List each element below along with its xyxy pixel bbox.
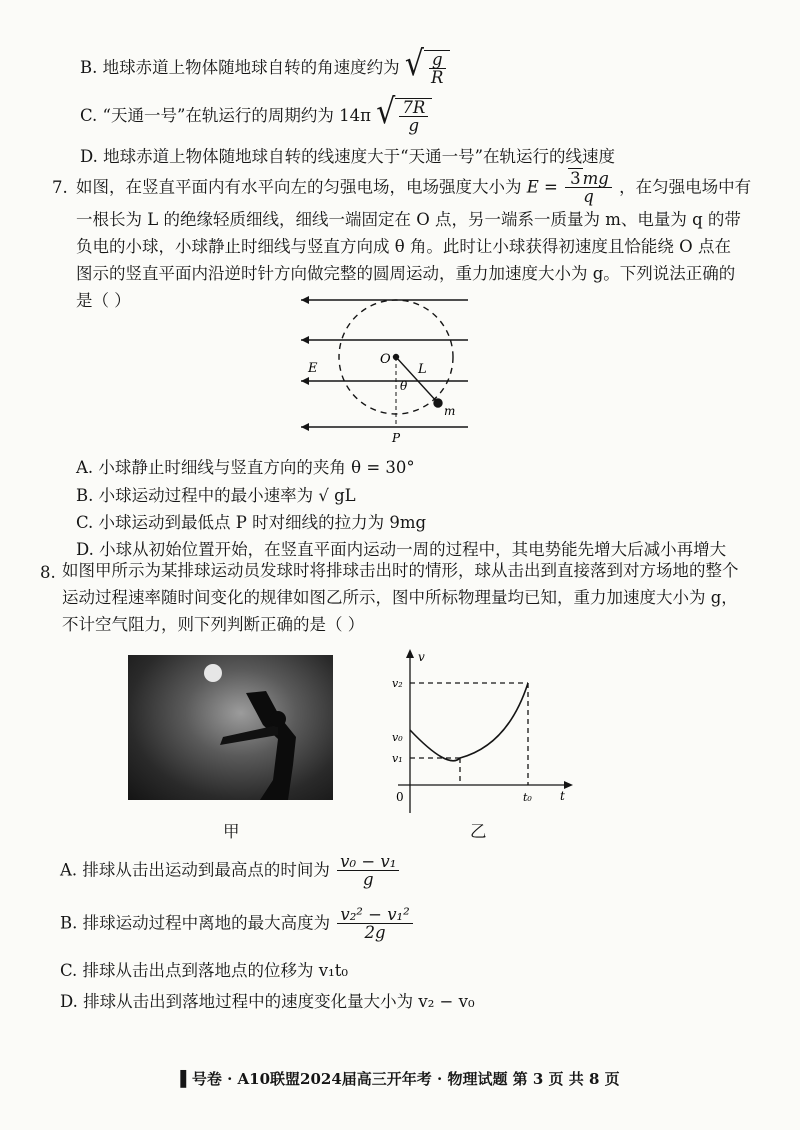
- v1-label: v₁: [392, 752, 403, 765]
- player-silhouette: [128, 655, 333, 800]
- q6-option-c: [80, 91, 432, 136]
- q8-b-denominator: 2g: [364, 923, 386, 943]
- q6-option-b-text: B. 地球赤道上物体随地球自转的角速度约为: [80, 57, 400, 77]
- ball: [434, 399, 442, 407]
- q6-option-d: D. 地球赤道上物体随地球自转的线速度大于“天通一号”在轨运行的线速度: [80, 147, 616, 166]
- q8-number: 8.: [40, 563, 56, 582]
- v0-label: v₀: [392, 731, 403, 744]
- q6-b-denominator: R: [431, 68, 444, 88]
- q8-option-b-text: B. 排球运动过程中离地的最大高度为: [60, 913, 331, 933]
- q8-option-a-fraction: [337, 853, 399, 889]
- q7-option-b: B. 小球运动过程中的最小速率为 √ gL: [76, 486, 356, 505]
- q7-e-sqrt: 3: [570, 169, 581, 188]
- q7-e-fraction: [565, 170, 612, 206]
- t0-label: t₀: [523, 791, 532, 804]
- q6-c-denominator: g: [408, 116, 420, 136]
- label-e: E: [308, 361, 318, 376]
- q6-option-b: [80, 43, 450, 88]
- q8-a-denominator: g: [362, 870, 374, 890]
- q8-a-numerator: v₀ − v₁: [337, 853, 399, 871]
- q6-c-coefficient: 14π: [339, 105, 371, 125]
- axis-v-label: v: [418, 650, 425, 664]
- q7-stem-line1: [76, 170, 751, 206]
- q6-c-numerator: 7R: [399, 99, 428, 117]
- q7-number: 7.: [52, 178, 68, 197]
- q8-option-b: [60, 906, 415, 942]
- q6-option-c-text: C. “天通一号”在轨运行的周期约为: [80, 105, 334, 125]
- volleyball-serve-photo: [128, 655, 333, 800]
- label-l: L: [418, 362, 427, 377]
- label-o: O: [380, 352, 391, 367]
- label-theta: θ: [400, 379, 408, 393]
- q6-b-numerator: g: [429, 51, 446, 69]
- q8-option-d: D. 排球从击出到落地过程中的速度变化量大小为 v₂ − v₀: [60, 992, 475, 1011]
- sqrt-expression: √ $\frac{g}{R}$: [405, 50, 451, 87]
- q7-e-num-rest: mg: [582, 169, 609, 188]
- q8-stem: 如图甲所示为某排球运动员发球时将排球击出时的情形，球从击出到直接落到对方场地的整个运动过程速率随时间变化的规律如图乙所示，图中所标物理量均已知，重力加速度大小为 g，不计空气阻力，则下列判断正确的是（ ）: [62, 561, 739, 634]
- q7-option-c: C. 小球运动到最低点 P 时对细线的拉力为 9mg: [76, 513, 427, 532]
- electric-field-diagram: [296, 290, 481, 445]
- q8-b-numerator: v₂² − v₁²: [337, 906, 412, 924]
- pivot-point: [394, 355, 399, 360]
- q7-option-d: D. 小球从初始位置开始，在竖直平面内运动一周的过程中，其电势能先增大后减小再增大: [76, 540, 727, 559]
- velocity-time-graph: [368, 645, 578, 825]
- speed-curve: [410, 683, 528, 761]
- q8-option-a-text: A. 排球从击出运动到最高点的时间为: [60, 860, 330, 880]
- v2-label: v₂: [392, 677, 403, 690]
- arrow-up-icon: [406, 649, 414, 658]
- arrow-icon: [301, 296, 309, 304]
- q7-stem: 一根长为 L 的绝缘轻质细线，细线一端固定在 O 点，另一端系一质量为 m、电量为 q 的带负电的小球，小球静止时细线与竖直方向成 θ 角。此时让小球获得初速度且恰能绕 O 点在图示的竖直平面内沿逆时针方向做完整的圆周运动，重力加速度大小为 g。下列说法正确的是（ ）: [76, 210, 741, 310]
- label-m: m: [444, 404, 456, 418]
- origin-label: 0: [396, 790, 404, 804]
- sqrt-expression: √ $\frac{7R}{g}$: [376, 98, 432, 135]
- caption-right: 乙: [470, 822, 487, 841]
- q8-option-b-fraction: [337, 906, 412, 942]
- arrow-icon: [301, 336, 309, 344]
- q7-stem-line1-post: ，在匀强电场中有: [619, 177, 752, 197]
- label-p: P: [392, 431, 401, 445]
- arrow-right-icon: [564, 781, 573, 789]
- q7-stem-line1-pre: 如图，在竖直平面内有水平向左的匀强电场，电场强度大小为: [76, 177, 522, 197]
- q8-option-a: [60, 853, 401, 889]
- arrow-icon: [301, 377, 309, 385]
- arrow-icon: [301, 423, 309, 431]
- q7-option-a: A. 小球静止时细线与竖直方向的夹角 θ = 30°: [76, 458, 415, 477]
- page-footer: ▌号卷 · A10联盟2024届高三开年考 · 物理试题 第 3 页 共 8 页: [180, 1070, 620, 1088]
- q7-e-denominator: q: [583, 187, 594, 207]
- q7-e-symbol: E =: [526, 177, 558, 197]
- caption-left: 甲: [223, 822, 240, 841]
- volleyball-icon: [204, 664, 222, 682]
- axis-t-label: t: [560, 789, 565, 803]
- q8-option-c: C. 排球从击出点到落地点的位移为 v₁t₀: [60, 961, 348, 980]
